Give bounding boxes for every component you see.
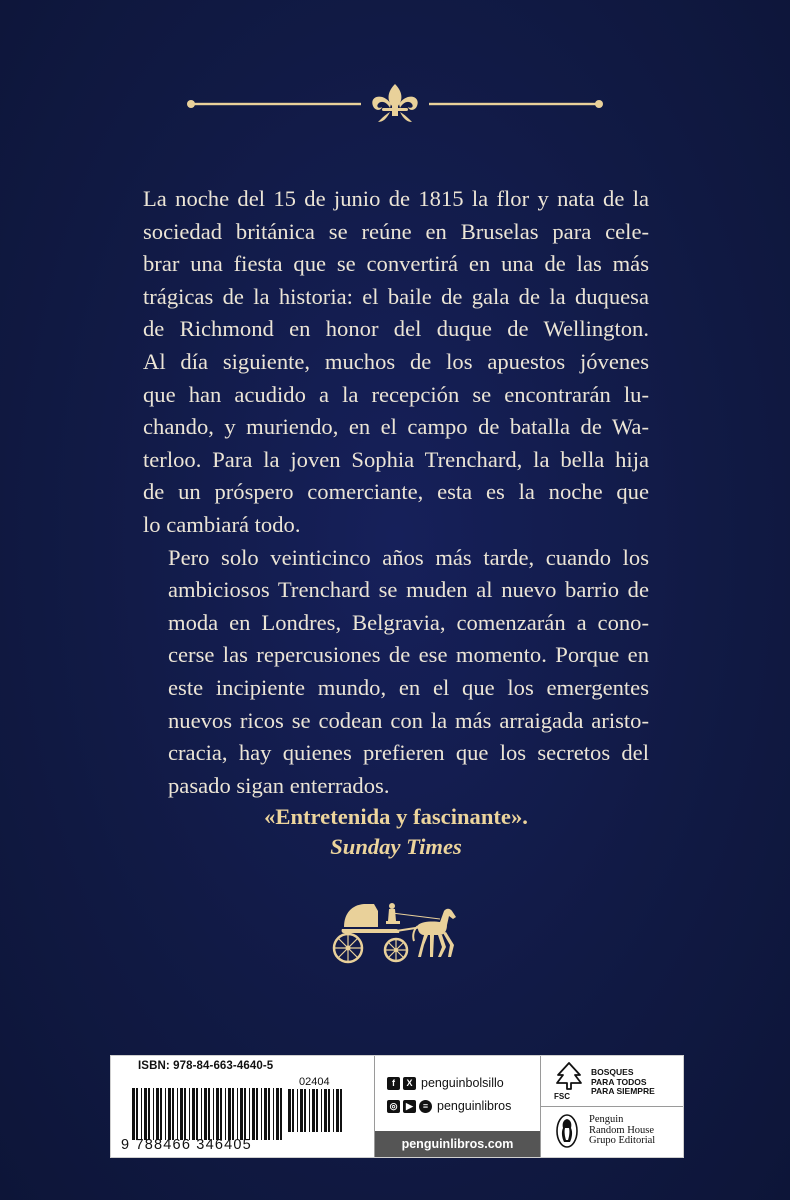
synopsis-line: ambiciosos Trenchard se muden al nuevo barrio de	[168, 577, 649, 603]
fsc-logo-block	[541, 1056, 683, 1107]
barcode-bar	[288, 1089, 291, 1132]
synopsis-line: sociedad británica se reúne en Bruselas para cele-	[143, 218, 649, 244]
barcode-bar	[160, 1088, 162, 1140]
barcode-bar	[196, 1088, 198, 1140]
barcode-bar	[264, 1088, 267, 1140]
publisher-line-3: Grupo Editorial	[589, 1135, 656, 1146]
barcode-bar	[316, 1089, 318, 1132]
synopsis-line: La noche del 15 de junio de 1815 la flor y nata de la	[143, 186, 649, 211]
fsc-slogan	[591, 1068, 655, 1097]
price-code: 02404	[299, 1076, 330, 1088]
barcode-bar	[180, 1088, 183, 1140]
barcode-bar	[276, 1088, 279, 1140]
synopsis-line: Pero solo veinticinco años más tarde, cuando los	[168, 544, 649, 570]
synopsis-line: de un próspero comerciante, esta es la noche que	[143, 479, 649, 505]
barcode-bar	[297, 1089, 298, 1132]
synopsis-paragraph-2	[143, 542, 649, 803]
addon-barcode-bars	[287, 1089, 347, 1132]
barcode-bar	[132, 1088, 135, 1140]
barcode-bar	[204, 1088, 207, 1140]
barcode-bar	[333, 1089, 334, 1132]
barcode-bar	[292, 1089, 294, 1132]
barcode-bar	[156, 1088, 159, 1140]
fsc-slogan-line-2: PARA TODOS	[591, 1076, 647, 1087]
barcode-info-box	[110, 1055, 684, 1158]
isbn-barcode	[111, 1056, 375, 1157]
barcode-bar	[201, 1088, 202, 1140]
publisher-name	[589, 1115, 655, 1147]
synopsis-line: de Richmond en honor del duque de Wellington.	[143, 316, 649, 342]
fsc-publisher-logos	[541, 1056, 683, 1157]
synopsis-line: este incipiente mundo, en el que los emergentes	[168, 674, 649, 700]
synopsis-line: que han acudido a la recepción se encontrarán lu-	[143, 381, 649, 407]
fleur-de-lis-ornament	[186, 82, 604, 126]
horse-carriage-icon	[330, 895, 460, 965]
barcode-bar	[177, 1088, 178, 1140]
barcode-bar	[237, 1088, 238, 1140]
barcode-bar	[232, 1088, 234, 1140]
facebook-icon: f	[387, 1077, 400, 1090]
youtube-icon: ▶	[403, 1100, 416, 1113]
barcode-bar	[261, 1088, 262, 1140]
synopsis-line: pasado sigan enterrados.	[168, 772, 390, 798]
synopsis-line: chando, y muriendo, en el campo de batalla de Wa-	[143, 414, 649, 440]
publisher-line-1: Penguin	[589, 1114, 624, 1125]
publisher-line-2: Random House	[589, 1124, 655, 1136]
barcode-bar	[321, 1089, 322, 1132]
barcode-bar	[184, 1088, 186, 1140]
isbn-label: ISBN: 978-84-663-4640-5	[138, 1060, 274, 1072]
synopsis-text	[143, 183, 649, 802]
barcode-bar	[141, 1088, 142, 1140]
x-icon: X	[403, 1077, 416, 1090]
synopsis-line: nuevos ricos se codean con la más arraigada aristo-	[168, 707, 649, 733]
barcode-bar	[220, 1088, 222, 1140]
synopsis-line: trágicas de la historia: el baile de gala de la duquesa	[143, 283, 649, 309]
barcode-bar	[148, 1088, 150, 1140]
barcode-bar	[340, 1089, 342, 1132]
barcode-bar	[240, 1088, 243, 1140]
synopsis-line: cerse las repercusiones de ese momento. Porque en	[168, 642, 649, 668]
barcode-bar	[189, 1088, 190, 1140]
synopsis-paragraph-1	[143, 183, 649, 542]
barcode-digits: 9 788466 346405	[121, 1137, 252, 1153]
instagram-icon: ◎	[387, 1100, 400, 1113]
barcode-bar	[213, 1088, 214, 1140]
synopsis-line: lo cambiará todo.	[143, 511, 301, 537]
barcode-bar	[312, 1089, 315, 1132]
synopsis-line: brar una fiesta que se convertirá en una de las más	[143, 251, 649, 277]
social-links	[375, 1056, 541, 1157]
fsc-tree-icon	[554, 1061, 584, 1091]
barcode-bar	[324, 1089, 327, 1132]
barcode-bar	[208, 1088, 210, 1140]
barcode-bar	[328, 1089, 330, 1132]
quote-source: Sunday Times	[330, 834, 462, 859]
barcode-bar	[136, 1088, 138, 1140]
barcode-bar	[165, 1088, 166, 1140]
synopsis-line: Al día siguiente, muchos de los apuestos jóvenes	[143, 348, 649, 374]
synopsis-line: moda en Londres, Belgravia, comenzarán a cono-	[168, 609, 649, 635]
barcode-bar	[300, 1089, 303, 1132]
barcode-bar	[225, 1088, 226, 1140]
review-quote	[143, 802, 649, 862]
barcode-bar	[256, 1088, 258, 1140]
social-row-1	[387, 1076, 504, 1090]
barcode-bar	[228, 1088, 231, 1140]
barcode-bar	[252, 1088, 255, 1140]
social-handle-1[interactable]: penguinbolsillo	[421, 1076, 504, 1090]
barcode-bar	[273, 1088, 274, 1140]
barcode-bar	[216, 1088, 219, 1140]
ean-barcode-bars	[131, 1088, 287, 1140]
barcode-bar	[244, 1088, 246, 1140]
penguin-logo-icon	[556, 1114, 578, 1148]
barcode-bar	[144, 1088, 147, 1140]
social-row-2	[387, 1099, 511, 1113]
fsc-slogan-line-1: BOSQUES	[591, 1067, 634, 1077]
synopsis-line: terloo. Para la joven Sophia Trenchard, la bella hija	[143, 446, 649, 472]
barcode-bar	[309, 1089, 310, 1132]
synopsis-line: cracia, hay quienes prefieren que los secretos del	[168, 740, 649, 766]
barcode-bar	[168, 1088, 171, 1140]
barcode-bar	[304, 1089, 306, 1132]
barcode-bar	[336, 1089, 339, 1132]
website-url[interactable]: penguinlibros.com	[375, 1131, 540, 1157]
barcode-bar	[153, 1088, 154, 1140]
fsc-label: FSC	[554, 1092, 570, 1101]
quote-text: «Entretenida y fascinante».	[264, 804, 528, 829]
social-handle-2[interactable]: penguinlibros	[437, 1099, 512, 1113]
barcode-bar	[192, 1088, 195, 1140]
barcode-bar	[280, 1088, 282, 1140]
barcode-bar	[268, 1088, 270, 1140]
spotify-icon: ≡	[419, 1100, 432, 1113]
barcode-bar	[172, 1088, 174, 1140]
fsc-slogan-line-3: PARA SIEMPRE	[591, 1086, 655, 1096]
barcode-bar	[249, 1088, 250, 1140]
